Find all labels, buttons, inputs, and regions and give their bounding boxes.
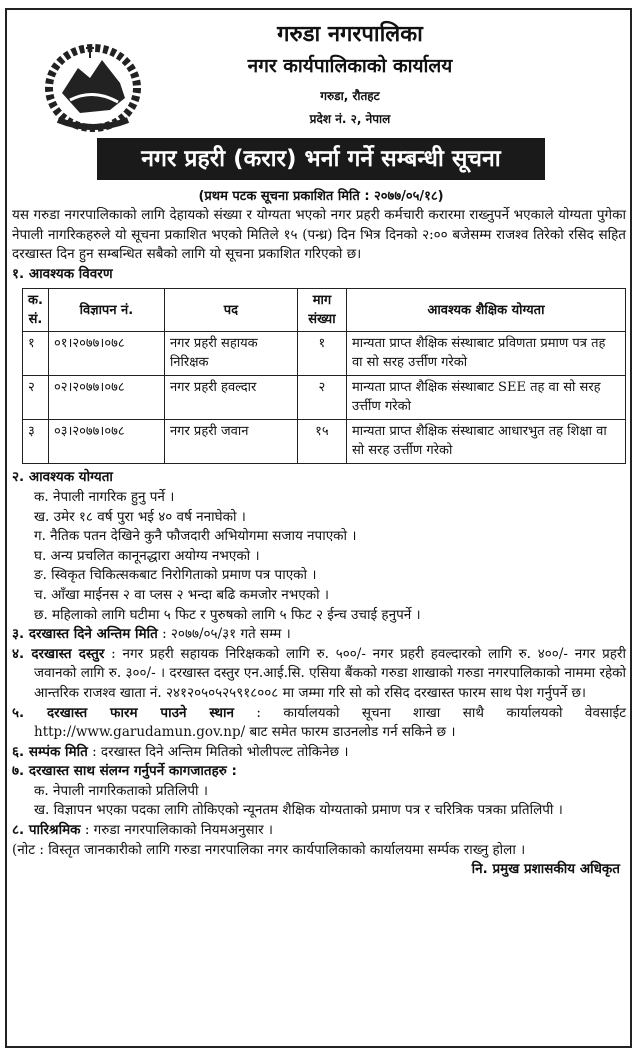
- section-3-text: : २०७७/०५/३१ गते सम्म ।: [157, 626, 291, 643]
- note: (नोट : विस्तृत जानकारीको लागि गरुडा नगरपालिका नगर कार्यपालिकाको कार्यालयमा सर्म्पक राख्नु होला ।: [12, 841, 526, 858]
- org-name: गरुडा नगरपालिका: [277, 22, 423, 47]
- cell-post: नगर प्रहरी हवल्दार: [164, 376, 297, 420]
- province: प्रदेश नं. २, नेपाल: [309, 112, 391, 126]
- section-3-label: ३. दरखास्त दिने अन्तिम मिति: [12, 626, 158, 643]
- cell-demand: २: [297, 376, 346, 420]
- cell-ad-no: ०३।२०७७।०७८: [48, 420, 164, 464]
- cell-qualification: मान्यता प्राप्त शैक्षिक संस्थाबाट आधारभुत तह शिक्षा वा सो सरह उर्त्तीण गरेको: [346, 420, 625, 464]
- section-1-heading: १. आवश्यक विवरण: [12, 265, 113, 282]
- section-8-label: ८. पारिश्रमिक: [12, 822, 81, 839]
- eligibility-item: ग. नैतिक पतन देखिने कुनै फौजदारी अभियोगमा सजाय नपाएको ।: [34, 528, 357, 545]
- cell-qualification: मान्यता प्राप्त शैक्षिक संस्थाबाट SEE तह वा सो सरह उर्त्तीण गरेको: [346, 376, 625, 420]
- eligibility-item: ख. उमेर १८ वर्ष पुरा भई ४० वर्ष ननाघेको ।: [34, 508, 246, 525]
- cell-qualification: मान्यता प्राप्त शैक्षिक संस्थाबाट प्रविणता प्रमाण पत्र तह वा सो सरह उर्त्तीण गरेको: [346, 332, 625, 376]
- col-sn: क. सं.: [23, 289, 49, 332]
- section-4-label: ४. दरखास्त दस्तुर: [12, 645, 105, 662]
- col-post: पद: [164, 289, 297, 332]
- table-header-row: [23, 289, 626, 332]
- section-2-heading: २. आवश्यक योग्यता: [12, 469, 113, 486]
- eligibility-item: घ. अन्य प्रचलित कानूनद्धारा अयोग्य नभएको ।: [34, 547, 260, 564]
- section-8: [12, 821, 626, 841]
- cell-sn: १: [23, 332, 49, 376]
- section-7-heading: ७. दरखास्त साथ संलग्न गर्नुपर्ने कागजातहरु :: [12, 763, 237, 780]
- signature: नि. प्रमुख प्रशासकीय अधिकृत: [471, 861, 620, 878]
- section-4: [12, 645, 626, 704]
- table-row: [23, 420, 626, 464]
- section-6-label: ६. सम्पंक मिति: [12, 743, 88, 760]
- vacancy-table: [22, 288, 626, 464]
- section-6-text: : दरखास्त दिने अन्तिम मितिको भोलीपल्ट तोकिनेछ ।: [87, 743, 349, 760]
- signature-row: [12, 860, 626, 880]
- section-5-text-2: बाट समेत फारम डाउनलोड गर्न सकिने छ ।: [245, 724, 456, 741]
- col-qualification: आवश्यक शैक्षिक योग्यता: [346, 289, 625, 332]
- col-ad-no: विज्ञापन नं.: [48, 289, 164, 332]
- website-link[interactable]: http://www.garudamun.gov.np/: [34, 724, 246, 741]
- section-5: [12, 704, 626, 743]
- document-item: क. नेपाली नागरिकताको प्रतिलिपी ।: [34, 782, 208, 799]
- nepal-emblem-icon: [40, 38, 146, 134]
- document-item: ख. विज्ञापन भएका पदका लागि तोकिएको न्यूनतम शैक्षिक योग्यताको प्रमाण पत्र र चरित्रिक पत्रका प्रतिलिपी ।: [34, 802, 563, 819]
- notice-body: [12, 206, 626, 880]
- cell-ad-no: ०१।२०७७।०७८: [48, 332, 164, 376]
- section-4-text: : नगर प्रहरी सहायक निरिक्षकको लागि रु. ५००/- नगर प्रहरी हवल्दारको लागि रु. ४००/- नगर प्रहरी जवानको लागि रु. ३००/- । दरखास्त दस्तुर एन.आई.सि. एसिया बैंकको गरुडा शाखाको गरुडा नगरपालिकाको नाममा रहेको आन्तरिक राजश्व खाता नं. २४१२०५०५२५९१८००८ मा जम्मा गरि सो को रसिद दरखास्त फारम साथ पेश गर्नुपर्ने छ।: [34, 645, 626, 701]
- cell-post: नगर प्रहरी जवान: [164, 420, 297, 464]
- cell-demand: १५: [297, 420, 346, 464]
- section-3: [12, 625, 626, 645]
- eligibility-item: च. आँखा माईनस २ वा प्लस २ भन्दा बढि कमजोर नभएको ।: [34, 586, 329, 603]
- cell-sn: ३: [23, 420, 49, 464]
- intro-paragraph: यस गरुडा नगरपालिकाको लागि देहायको संख्या र योग्यता भएको नगर प्रहरी कर्मचारी करारमा राख्नुपर्ने भएकाले योग्यता पुगेका नेपाली नागरिकहरुले यो सूचना प्रकाशित भएको मितिले १५ (पन्ध्र) दिन भित्र दिनको २:०० बजेसम्म राजश्व तिरेको रसिद सहित दरखास्त दिन हुन सम्बन्धित सबैको लागि यो सूचना प्रकाशित गरिएको छ।: [12, 207, 626, 263]
- table-row: [23, 332, 626, 376]
- table-row: [23, 376, 626, 420]
- cell-sn: २: [23, 376, 49, 420]
- eligibility-item: छ. महिलाको लागि घटीमा ५ फिट र पुरुषको लागि ५ फिट २ ईन्च उचाई हनुपर्ने ।: [34, 606, 421, 623]
- eligibility-item: ङ. स्विकृत चिकित्सकबाट निरोगिताको प्रमाण पत्र पाएको ।: [34, 567, 317, 584]
- cell-post: नगर प्रहरी सहायक निरिक्षक: [164, 332, 297, 376]
- cell-demand: १: [297, 332, 346, 376]
- cell-ad-no: ०२।२०७७।०७८: [48, 376, 164, 420]
- section-8-text: : गरुडा नगरपालिकाको नियमअनुसार ।: [80, 822, 274, 839]
- eligibility-item: क. नेपाली नागरिक हुनु पर्ने ।: [34, 488, 175, 505]
- office-location: गरुडा, रौतहट: [320, 89, 380, 103]
- notice-title: नगर प्रहरी (करार) भर्ना गर्ने सम्बन्धी सूचना: [97, 138, 545, 180]
- col-demand: माग संख्या: [297, 289, 346, 332]
- section-5-label: ५. दरखास्त फारम पाउने स्थान: [12, 704, 234, 721]
- section-5-text: : कार्यालयको सूचना शाखा साथै कार्यालयको वेवसाईट: [233, 704, 626, 721]
- publish-date: (प्रथम पटक सूचना प्रकाशित मिति : २०७७/०५/१८): [198, 189, 444, 204]
- office-name: नगर कार्यपालिकाको कार्यालय: [247, 55, 453, 77]
- section-6: [12, 743, 626, 763]
